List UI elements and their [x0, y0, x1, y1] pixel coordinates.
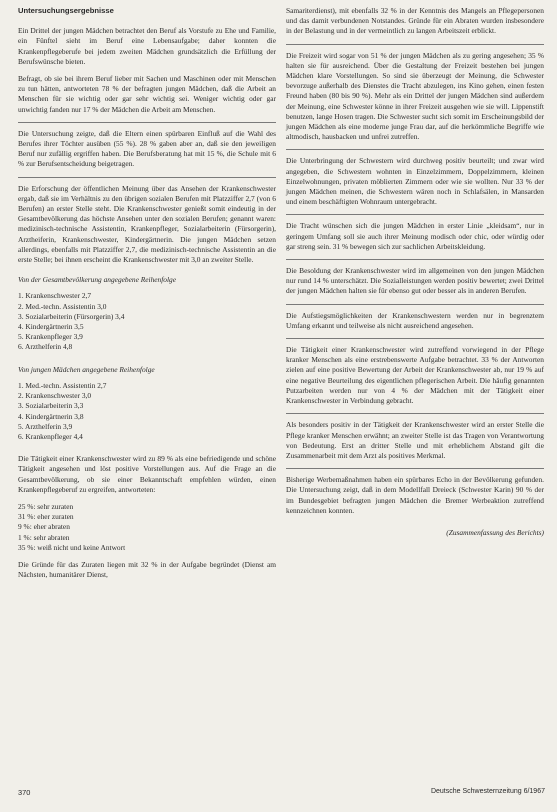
paragraph: Die Tätigkeit einer Krankenschwester wird zutreffend vorwiegend in der Pflege kranker Menschen als eine erstrebenswerte Aufgabe betrachtet. 33 % der Antworten zielen auf eine positive Bewertung der Arbeit der Krankenschwester ab, nur 19 % auf eine negative Beurteilung des eigentlichen pflegerischen Arbeit. Die häufig genannten Putzarbeiten werden nur von 4 % der Mädchen mit der Tätigkeit einer Krankenschwester in Verbindung gebracht. [286, 345, 544, 406]
list-item: 35 %: weiß nicht und keine Antwort [18, 542, 126, 552]
list-item: 6. Arzthelferin 4,8 [18, 342, 73, 352]
right-column [286, 6, 544, 545]
list-item: 4. Kindergärtnerin 3,8 [18, 411, 84, 421]
paragraph: Als besonders positiv in der Tätigkeit der Krankenschwester wird an erster Stelle die Pflege kranker Menschen erwähnt; an zweiter Stelle ist das Tragen von Verantwortung von Bedeutung. Erst an dritter Stelle und mit erheblichem Abstand gilt die Zusammenarbeit mit dem Arzt als positives Merkmal. [286, 420, 544, 460]
divider [286, 214, 544, 215]
paragraph: Die Untersuchung zeigte, daß die Eltern einen spürbaren Einfluß auf die Wahl des Berufes ihrer Töchter ausüben (55 %). 28 % gaben aber an, daß sie den jeweiligen Beruf nur zufällig ergriffen haben. Die Berufsberatung hat mit 15 %, die Schule mit 6 % zur Berufsentscheidung beigetragen. [18, 128, 276, 169]
paragraph: Die Gründe für das Zuraten liegen mit 32 % in der Aufgabe begründet (Dienst am Nächsten, humanitärer Dienst, [18, 559, 276, 580]
list-item: 31 %: eher zuraten [18, 512, 74, 522]
divider [286, 338, 544, 339]
paragraph: Die Tätigkeit einer Krankenschwester wird zu 89 % als eine befriedigende und schöne Tätigkeit angesehen und löst positive Vorstellungen aus. Auf die Frage an die Gesamtbevölkerung, ob sie einer Bekanntschaft empfehlen würden, einen Krankenpflegeberuf zu ergreifen, antworteten: [18, 454, 276, 494]
divider [286, 304, 544, 305]
paragraph: Die Freizeit wird sogar von 51 % der jungen Mädchen als zu gering angesehen; 35 % halten sie für ausreichend. Über die Gestaltung der Freizeit bestehen bei jungen Mädchen klare Vorstellungen. So sind sie überzeugt der Meinung, die Schwester bevorzuge außerhalb des Dienstes die Tracht abzulegen, ins Kino gehen, einen festen Freund haben (80 bis 90 %). Mehr als ein Drittel der jungen Mädchen sind außerdem der Meinung, eine Schwester könne in ihrer Freizeit ausgehen wie sie will. Lippenstift benutzen, lange Hosen tragen. Die Schwester sucht sich somit im Erscheinungsbild der jungen Mädchen als eine moderne junge Frau dar, auf die herkömmliche Begriffe wie altmodisch, hausbacken und unfrei zutreffen. [286, 50, 544, 142]
stats-list [18, 502, 276, 553]
paragraph: Ein Drittel der jungen Mädchen betrachtet den Beruf als Vorstufe zu Ehe und Familie, ein Fünftel sieht im Beruf eine Lebensaufgabe; daher konnten die Krankenpflegeberufe bei jedem zweiten Mädchen grundsätzlich die Erfüllung der Berufswünsche bieten. [18, 26, 276, 66]
divider [286, 259, 544, 260]
paragraph: Die Besoldung der Krankenschwester wird im allgemeinen von den jungen Mädchen nur rund 14 % unterschätzt. Die Sozialleistungen werden positiv bewertet; zwei Drittel der jungen Mädchen halten sie für ebenso gut oder besser als in anderen Berufen. [286, 266, 544, 296]
source-note: (Zusammenfassung des Berichts) [446, 527, 544, 537]
paragraph: Befragt, ob sie bei ihrem Beruf lieber mit Sachen und Maschinen oder mit Menschen zu tun hätten, antworteten 78 % der befragten jungen Mädchen, daß die Arbeit an Menschen für sie wichtig oder gar sehr wichtig sei. Weniger wichtig oder gar unwichtig fanden nur 17 % der Mädchen die Arbeit am Menschen. [18, 74, 276, 114]
divider [18, 177, 276, 178]
divider [286, 44, 544, 45]
paragraph: Die Erforschung der öffentlichen Meinung über das Ansehen der Krankenschwester ergab, daß sie im Verhältnis zu den übrigen sozialen Berufen mit Platzziffer 2,7 (von 6 Berufen) an erster Stelle steht. Die Krankenschwester genießt somit eindeutig in der Gesamtbevölkerung das höchste Ansehen unter den sozialen Berufen; genannt waren: medizinisch-technische Assistentin, Krankenpfleger, Sozialarbeiterin (Fürsorgerin), Arztheiferin, Krankenschwester, Kindergärtnerin. Die jungen Mädchen setzen allerdings, ebenfalls mit Platzziffer 2,7, die medizinisch-technische Assistentin an die erste Stelle; bei ihnen erscheint die Krankenschwester mit 3,0 an zweiter Stelle. [18, 183, 276, 265]
divider [286, 149, 544, 150]
paragraph: Samariterdienst), mit ebenfalls 32 % in der Kenntnis des Mangels an Pflegepersonen und das damit verbundenen Notstandes. Gründe für ein Abraten wurden insbesondere in der Belastung und in der vermeintlich zu langen Arbeitszeit erblickt. [286, 6, 544, 36]
list-item: 3. Sozialarbeiterin 3,3 [18, 401, 84, 411]
ranking-title-girls: Von jungen Mädchen angegebene Reihenfolge [18, 364, 155, 374]
list-item: 3. Sozialarbeiterin (Fürsorgerin) 3,4 [18, 311, 125, 321]
list-item: 9 %: eher abraten [18, 522, 70, 532]
paragraph: Die Unterbringung der Schwestern wird durchweg positiv beurteilt; und zwar wird angegeben, die Schwestern wohnten in Einzelzimmern, Doppelzimmern, kleinen Einzelwohnungen, privaten möblierten Zimmern oder wie sie wollten. Nur 33 % der jungen Mädchen meinen, die Schwestern wären noch in Schlafsälen, in Mansarden und einem beschäftigten Wohnraum untergebracht. [286, 156, 544, 207]
divider [286, 468, 544, 469]
list-item: 6. Krankenpfleger 4,4 [18, 431, 83, 441]
page-number: 370 [18, 788, 31, 797]
divider [18, 122, 276, 123]
paragraph: Die Tracht wünschen sich die jungen Mädchen in erster Linie „kleidsam“, nur in geringem Umfang soll sie auch ihrer Meinung modisch oder chic, oder würdig oder gar streng sein. 31 % bewegen sich zur sachlichen Arbeitskleidung. [286, 221, 544, 251]
paragraph: Die Aufstiegsmöglichkeiten der Krankenschwestern werden nur in begrenztem Umfang erkannt und teilweise als nicht ausreichend angesehen. [286, 310, 544, 330]
section-heading: Untersuchungsergebnisse [18, 6, 114, 15]
list-item: 25 %: sehr zuraten [18, 501, 74, 511]
list-item: 2. Med.-techn. Assistentin 3,0 [18, 301, 107, 311]
list-item: 1 %: sehr abraten [18, 532, 70, 542]
list-item: 4. Kindergärtnerin 3,5 [18, 322, 84, 332]
list-item: 2. Krankenschwester 3,0 [18, 391, 92, 401]
left-column [18, 6, 276, 587]
ranking-list-girls [18, 381, 276, 442]
ranking-list-population [18, 291, 276, 352]
paragraph: Bisherige Werbemaßnahmen haben ein spürbares Echo in der Bevölkerung gefunden. Die Untersuchung zeigt, daß in dem Modellfall Dreieck (Schwester Karin) 90 % der im Bundesgebiet befragten jungen Mädchen die Bremer Werbeaktion zutreffend kennzeichnen konnten. [286, 475, 544, 515]
list-item: 1. Med.-techn. Assistentin 2,7 [18, 380, 107, 390]
divider [286, 413, 544, 414]
list-item: 1. Krankenschwester 2,7 [18, 291, 92, 301]
list-item: 5. Krankenpfleger 3,9 [18, 332, 83, 342]
list-item: 5. Arzthelferin 3,9 [18, 421, 73, 431]
journal-footer: Deutsche Schwesternzeitung 6/1967 [430, 788, 545, 795]
ranking-title-population: Von der Gesamtbevölkerung angegebene Reihenfolge [18, 275, 177, 285]
